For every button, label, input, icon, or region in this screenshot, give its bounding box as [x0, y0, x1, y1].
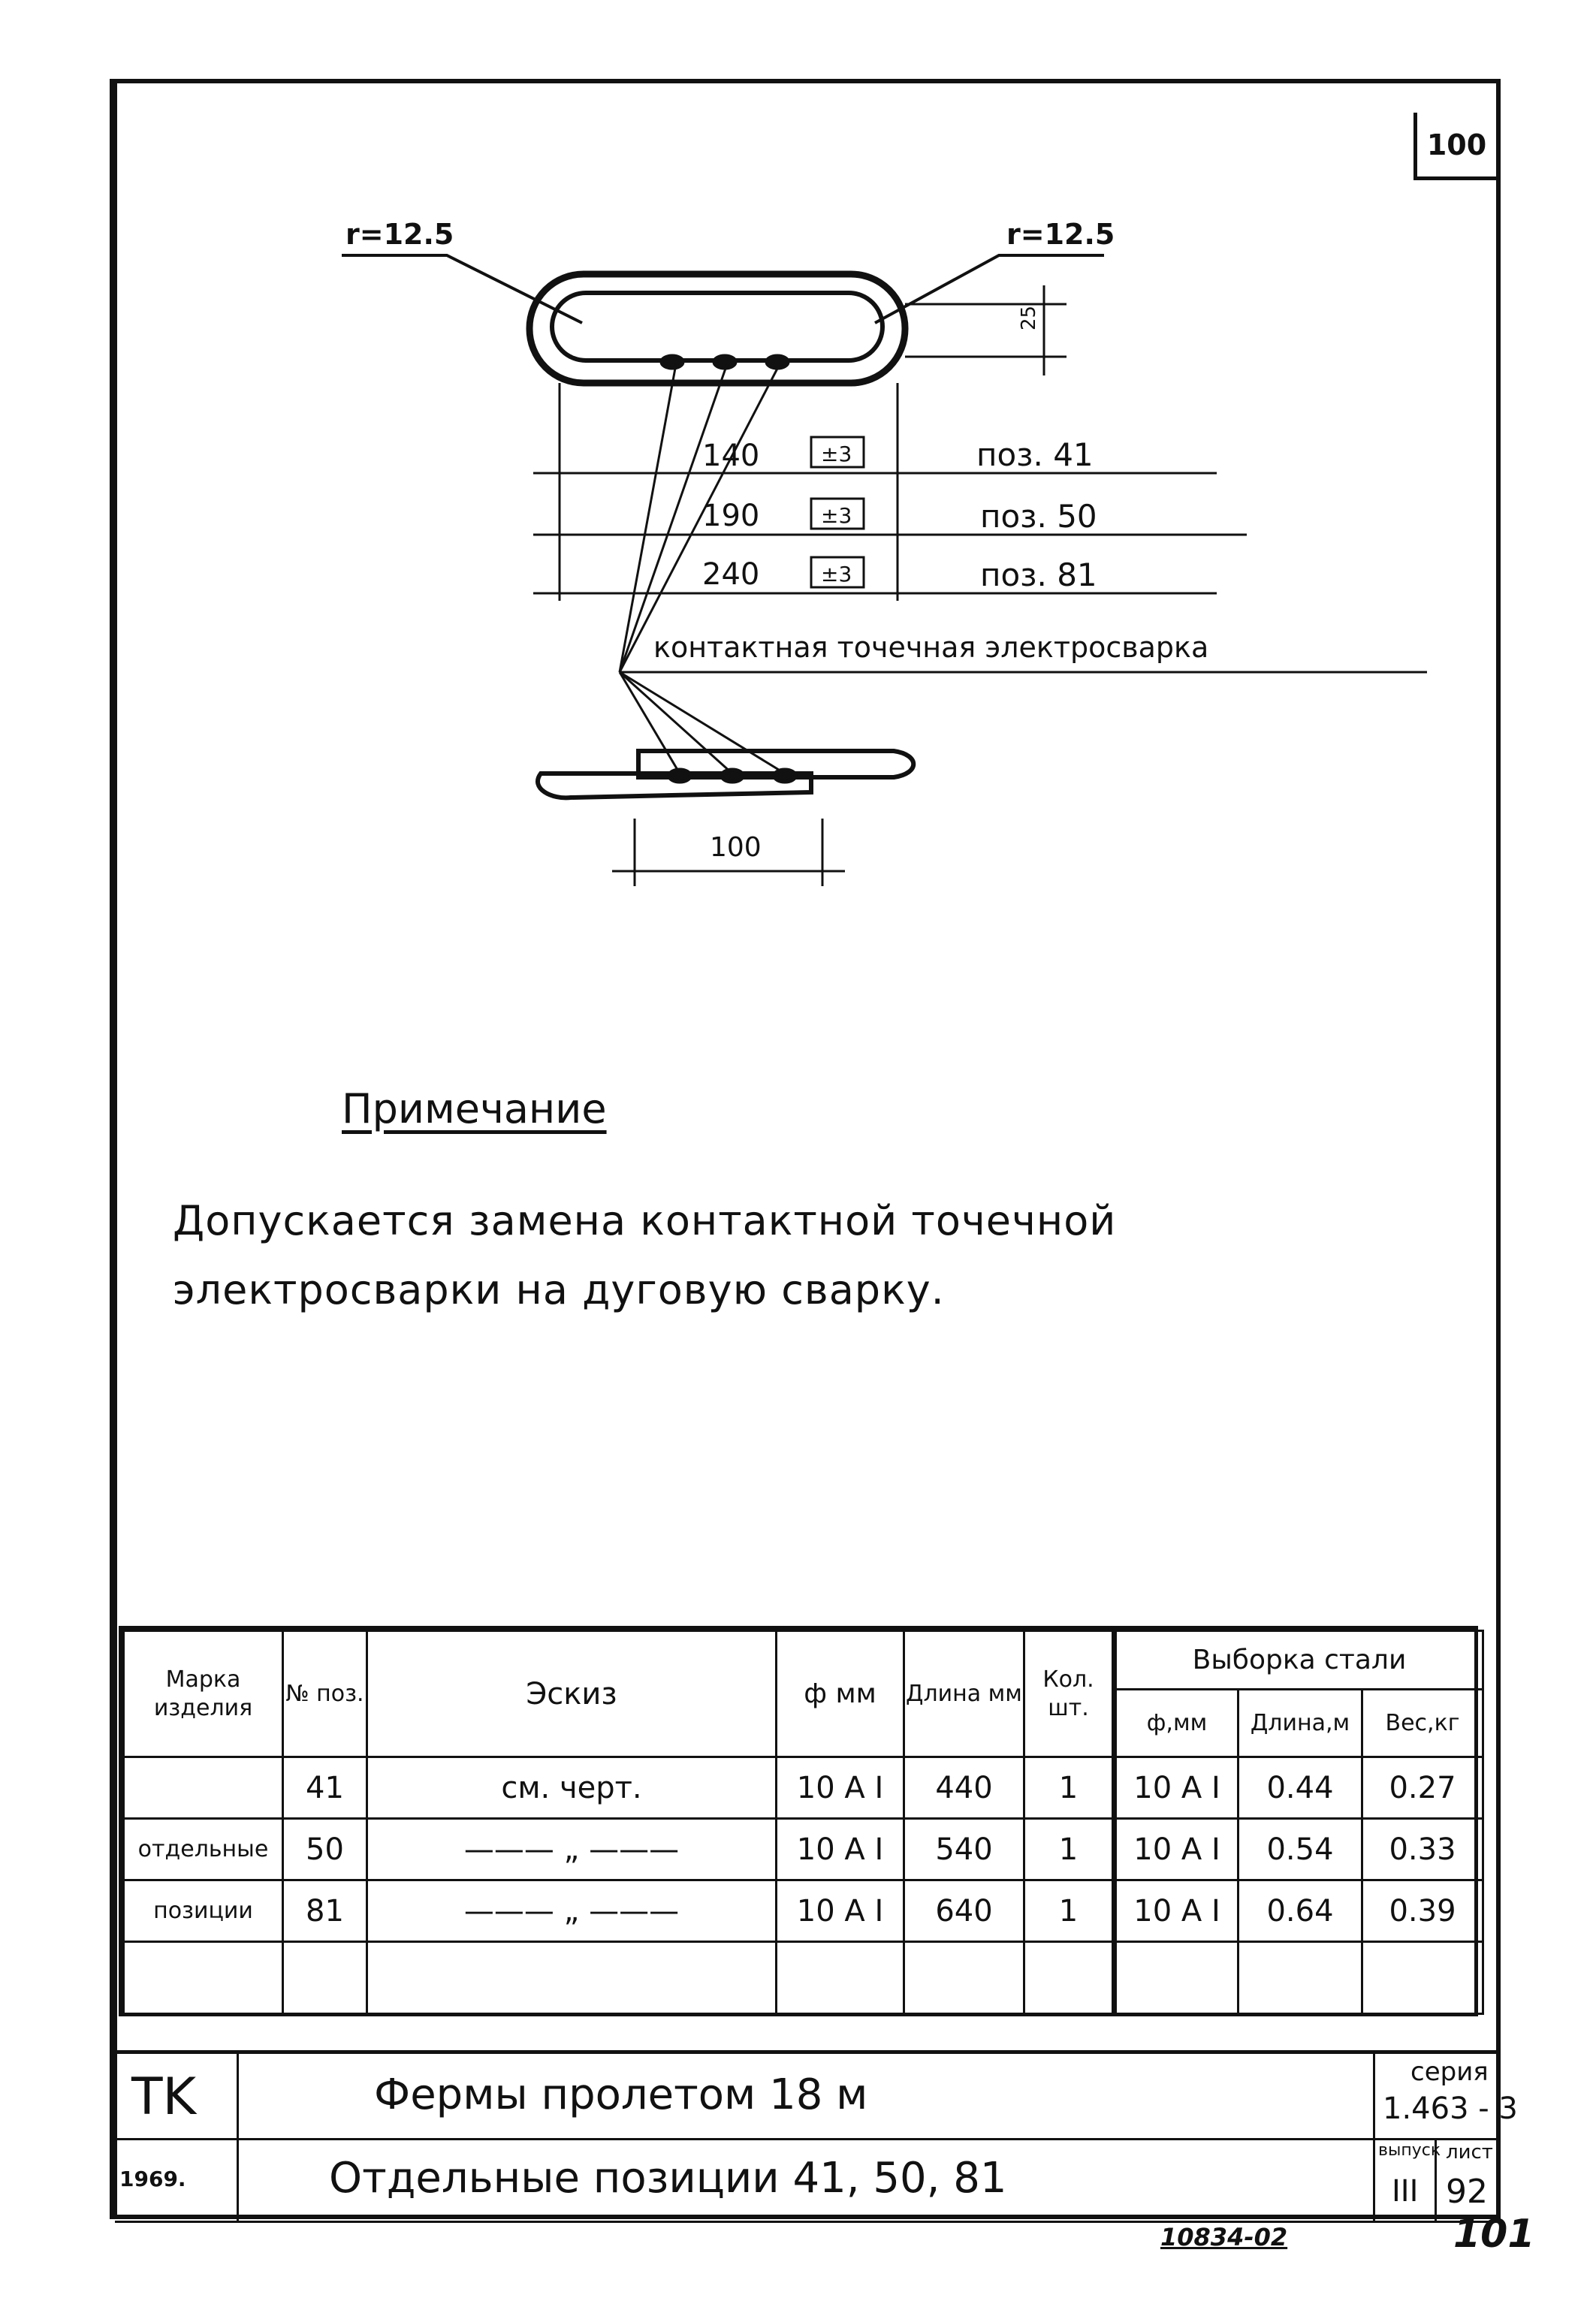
stirrup-inner: [552, 293, 882, 360]
table-row: [124, 1757, 1483, 1819]
leader-6: [620, 672, 785, 774]
radius-label-left: r=12.5: [345, 218, 454, 251]
row-3-length: 240: [702, 557, 760, 592]
cell-sel-length: 0.64: [1238, 1880, 1362, 1942]
weld-point-2: [714, 356, 735, 368]
mark-cell-group-2: позиции: [124, 1880, 283, 1942]
spec-table: [119, 1626, 1478, 2016]
header-pos: № поз.: [283, 1631, 367, 1757]
header-sel-length: Длина,м: [1238, 1690, 1362, 1757]
note-body: [173, 1187, 1299, 1325]
cell-sel-weight: 0.33: [1362, 1819, 1483, 1880]
cell-pos: 81: [283, 1880, 367, 1942]
cell-sketch: см. черт.: [367, 1757, 777, 1819]
stirrup-drawing: [0, 0, 1596, 901]
cell-dia: 10 A I: [777, 1880, 904, 1942]
cell-sel-dia: 10 A I: [1115, 1819, 1238, 1880]
side-weld-3: [774, 770, 795, 782]
cell-length: 640: [904, 1880, 1024, 1942]
row-2-length: 190: [702, 499, 760, 533]
cell-dia: 10 A I: [777, 1819, 904, 1880]
header-sel-weight: Вес,кг: [1362, 1690, 1483, 1757]
cell-sel-length: 0.44: [1238, 1757, 1362, 1819]
leader-1: [620, 364, 676, 672]
row-2-pos: поз. 50: [980, 498, 1097, 535]
note-line-1: Допускается замена контактной точечной: [173, 1197, 1117, 1244]
weld-point-1: [662, 356, 683, 368]
note-title: Примечание: [342, 1085, 607, 1132]
page-number: 101: [1453, 2212, 1535, 2257]
mark-cell-group-1: отдельные: [124, 1819, 283, 1880]
table-row: [124, 1880, 1483, 1942]
cell-dia: 10 A I: [777, 1757, 904, 1819]
row-3-pos: поз. 81: [980, 556, 1097, 593]
side-weld-2: [722, 770, 743, 782]
overlap-dim-label: 100: [710, 832, 762, 863]
header-mark: Марка изделия: [124, 1631, 283, 1757]
row-1-count: ±3: [821, 442, 852, 466]
cell-qty: 1: [1024, 1880, 1115, 1942]
header-sel-dia: ф,мм: [1115, 1690, 1238, 1757]
tb-year: 1969.: [119, 2167, 186, 2191]
header-qty: Кол. шт.: [1024, 1631, 1115, 1757]
tb-issue-value: III: [1392, 2174, 1419, 2209]
cell-sel-weight: 0.27: [1362, 1757, 1483, 1819]
tb-issue-label: выпуск: [1378, 2141, 1441, 2160]
cell-sel-dia: 10 A I: [1115, 1880, 1238, 1942]
header-length: Длина мм: [904, 1631, 1024, 1757]
row-2-count: ±3: [821, 503, 852, 528]
note-line-2: электросварки на дуговую сварку.: [173, 1266, 945, 1313]
weld-label: контактная точечная электросварка: [653, 631, 1209, 664]
cell-pos: 41: [283, 1757, 367, 1819]
title-block: [111, 2050, 1518, 2219]
header-selection: Выборка стали: [1115, 1631, 1483, 1690]
cell-sel-dia: 10 A I: [1115, 1757, 1238, 1819]
tb-series-value: 1.463 - 3: [1383, 2091, 1518, 2126]
radius-label-right: r=12.5: [1006, 218, 1115, 251]
cell-qty: 1: [1024, 1757, 1115, 1819]
row-3-count: ±3: [821, 562, 852, 587]
archive-stamp: 10834-02: [1160, 2223, 1288, 2251]
cell-pos: 50: [283, 1819, 367, 1880]
leader-4: [620, 672, 680, 774]
cell-sel-length: 0.54: [1238, 1819, 1362, 1880]
mark-cell-empty: [124, 1757, 283, 1819]
cell-sketch: ——— „ ———: [367, 1880, 777, 1942]
tb-subtitle: Отдельные позиции 41, 50, 81: [329, 2154, 1007, 2203]
cell-length: 440: [904, 1757, 1024, 1819]
cell-sketch: ——— „ ———: [367, 1819, 777, 1880]
header-sketch: Эскиз: [367, 1631, 777, 1757]
tb-sheet-value: 92: [1446, 2173, 1488, 2211]
side-weld-1: [669, 770, 690, 782]
cell-sel-weight: 0.39: [1362, 1880, 1483, 1942]
row-1-length: 140: [702, 439, 760, 473]
sheet-corner-number: 100: [1413, 113, 1496, 180]
cell-length: 540: [904, 1819, 1024, 1880]
table-row-empty: [124, 1942, 1483, 2014]
radius-leader-right: [875, 255, 1104, 323]
row-1-pos: поз. 41: [976, 436, 1094, 473]
tb-org: TK: [131, 2067, 197, 2127]
table-row: [124, 1819, 1483, 1880]
header-dia: ф мм: [777, 1631, 904, 1757]
height-dim-label: 25: [1018, 305, 1040, 330]
cell-qty: 1: [1024, 1819, 1115, 1880]
tb-sheet-label: лист: [1446, 2141, 1493, 2164]
tb-series-label: серия: [1410, 2057, 1489, 2087]
tb-title: Фермы пролетом 18 м: [374, 2070, 868, 2119]
